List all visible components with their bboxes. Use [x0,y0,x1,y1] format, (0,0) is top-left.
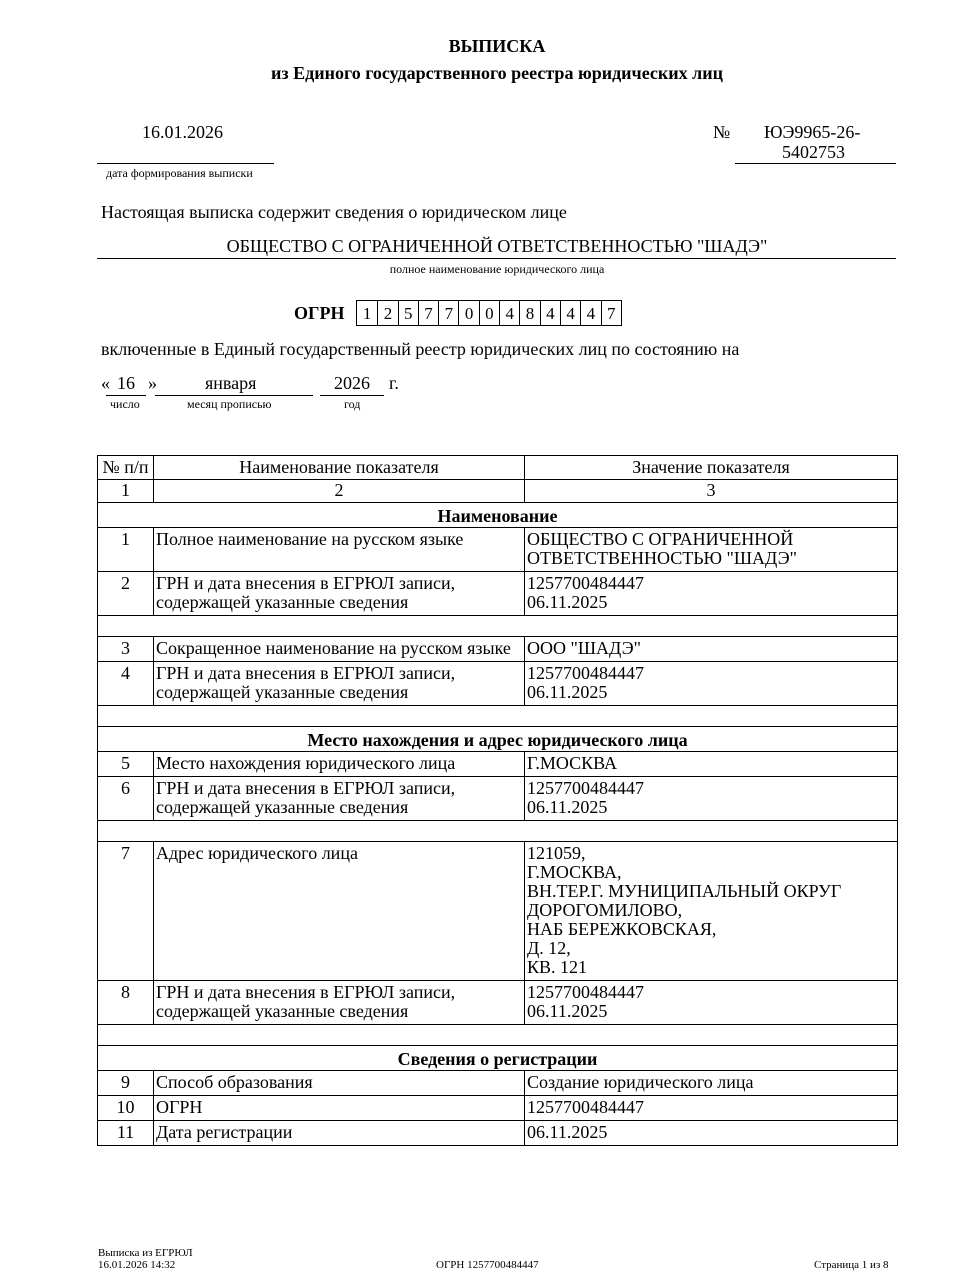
column-number-2: 2 [154,480,525,503]
indicator-name: Полное наименование на русском языке [154,528,525,572]
ogrn-digit-boxes [356,300,622,326]
ogrn-digit: 7 [601,301,621,325]
row-number: 6 [98,777,154,821]
value-line: 121059, [527,843,586,863]
table-row [98,1071,898,1096]
row-number: 11 [98,1121,154,1146]
date-caption: дата формирования выписки [106,166,253,180]
spacer-cell [98,1025,898,1046]
header-cell-value: Значение показателя [525,456,898,480]
table-row [98,981,898,1025]
indicator-name: ГРН и дата внесения в ЕГРЮЛ записи, содержащей указанные сведения [154,981,525,1025]
indicator-name: ГРН и дата внесения в ЕГРЮЛ записи, содержащей указанные сведения [154,572,525,616]
header-cell-number: № п/п [98,456,154,480]
value-line: Г.МОСКВА [527,753,617,773]
value-line: 06.11.2025 [527,1122,608,1142]
spacer-cell [98,706,898,727]
indicator-value [525,528,898,572]
as-of-year: 2026 [334,373,370,393]
value-line: 06.11.2025 [527,797,608,817]
indicator-name: ОГРН [154,1096,525,1121]
value-line: ОТВЕТСТВЕННОСТЬЮ "ШАДЭ" [527,548,798,568]
indicator-name: ГРН и дата внесения в ЕГРЮЛ записи, содержащей указанные сведения [154,662,525,706]
indicator-value [525,1096,898,1121]
indicator-value [525,637,898,662]
row-number: 5 [98,752,154,777]
indicator-value [525,981,898,1025]
section-title: Место нахождения и адрес юридического лица [98,727,898,752]
table-row [98,752,898,777]
value-line: КВ. 121 [527,957,588,977]
value-line: НАБ БЕРЕЖКОВСКАЯ, [527,919,717,939]
day-underline [106,395,146,396]
number-underline [735,163,896,164]
table-row [98,1096,898,1121]
indicator-value [525,752,898,777]
document-subtitle: из Единого государственного реестра юридических лиц [271,63,723,83]
month-underline [155,395,313,396]
ogrn-digit: 4 [540,301,560,325]
footer-left [98,1247,193,1271]
indicator-value [525,842,898,981]
spacer-cell [98,821,898,842]
indicator-name: Способ образования [154,1071,525,1096]
indicator-name: Сокращенное наименование на русском языке [154,637,525,662]
value-line: 06.11.2025 [527,682,608,702]
ogrn-digit: 0 [458,301,478,325]
value-line: 06.11.2025 [527,1001,608,1021]
value-line: 1257700484447 [527,982,644,1002]
open-quote: « [101,373,110,393]
entity-full-name: ОБЩЕСТВО С ОГРАНИЧЕННОЙ ОТВЕТСТВЕННОСТЬЮ "ШАДЭ" [226,236,768,256]
row-number: 4 [98,662,154,706]
indicator-value [525,572,898,616]
ogrn-digit: 4 [560,301,580,325]
value-line: Г.МОСКВА, [527,862,622,882]
value-line: 06.11.2025 [527,592,608,612]
column-number-1: 1 [98,480,154,503]
spacer-row [98,706,898,727]
extract-number-line2: 5402753 [782,142,845,162]
row-number: 9 [98,1071,154,1096]
row-number: 7 [98,842,154,981]
ogrn-digit: 4 [580,301,600,325]
ogrn-digit: 4 [499,301,519,325]
indicator-name: Дата регистрации [154,1121,525,1146]
section-header-row [98,1046,898,1071]
table-header-row [98,456,898,480]
section-title: Сведения о регистрации [98,1046,898,1071]
indicator-value [525,1071,898,1096]
year-caption: год [344,397,361,411]
included-text: включенные в Единый государственный реестр юридических лиц по состоянию на [101,339,740,359]
document-title: ВЫПИСКА [448,36,546,56]
value-line: 1257700484447 [527,573,644,593]
close-quote: » [148,373,157,393]
indicator-value [525,777,898,821]
value-line: 1257700484447 [527,663,644,683]
extract-date: 16.01.2026 [142,122,223,142]
table-row [98,528,898,572]
table-row [98,637,898,662]
column-number-3: 3 [525,480,898,503]
ogrn-digit: 8 [519,301,539,325]
extract-number-line1: ЮЭ9965-26- [764,122,861,142]
value-line: Д. 12, [527,938,571,958]
value-line: ВН.ТЕР.Г. МУНИЦИПАЛЬНЫЙ ОКРУГ [527,881,842,901]
ogrn-digit: 2 [377,301,397,325]
section-header-row [98,503,898,528]
header-cell-indicator: Наименование показателя [154,456,525,480]
value-line: ОБЩЕСТВО С ОГРАНИЧЕННОЙ [527,529,794,549]
row-number: 10 [98,1096,154,1121]
indicator-name: ГРН и дата внесения в ЕГРЮЛ записи, содержащей указанные сведения [154,777,525,821]
spacer-row [98,1025,898,1046]
footer-left-line2: 16.01.2026 14:32 [98,1259,176,1271]
footer-page-number: Страница 1 из 8 [814,1259,889,1271]
row-number: 1 [98,528,154,572]
indicator-name: Адрес юридического лица [154,842,525,981]
intro-text: Настоящая выписка содержит сведения о юридическом лице [101,202,567,222]
entity-name-caption: полное наименование юридического лица [389,262,605,276]
as-of-day: 16 [117,373,135,393]
table-row [98,842,898,981]
row-number: 3 [98,637,154,662]
as-of-month: января [205,373,257,393]
entity-name-underline [97,258,896,259]
value-line: ООО "ШАДЭ" [527,638,641,658]
section-title: Наименование [98,503,898,528]
ogrn-label: ОГРН [294,303,345,323]
table-row [98,1121,898,1146]
month-caption: месяц прописью [187,397,272,411]
table-row [98,662,898,706]
indicator-name: Место нахождения юридического лица [154,752,525,777]
table-row [98,572,898,616]
value-line: 1257700484447 [527,1097,644,1117]
indicator-value [525,662,898,706]
date-underline [97,163,274,164]
footer-left-line1: Выписка из ЕГРЮЛ [98,1247,193,1259]
registry-table [97,455,898,1146]
indicator-value [525,1121,898,1146]
spacer-cell [98,616,898,637]
value-line: Создание юридического лица [527,1072,754,1092]
spacer-row [98,616,898,637]
ogrn-digit: 5 [398,301,418,325]
spacer-row [98,821,898,842]
ogrn-digit: 0 [479,301,499,325]
number-sign: № [713,122,731,142]
year-suffix: г. [389,373,399,393]
footer-ogrn: ОГРН 1257700484447 [436,1259,539,1271]
row-number: 2 [98,572,154,616]
section-header-row [98,727,898,752]
ogrn-digit: 1 [362,304,372,323]
value-line: ДОРОГОМИЛОВО, [527,900,683,920]
column-number-row [98,480,898,503]
value-line: 1257700484447 [527,778,644,798]
ogrn-digit: 7 [438,301,458,325]
year-underline [320,395,384,396]
row-number: 8 [98,981,154,1025]
day-caption: число [110,397,140,411]
ogrn-digit: 7 [418,301,438,325]
table-row [98,777,898,821]
